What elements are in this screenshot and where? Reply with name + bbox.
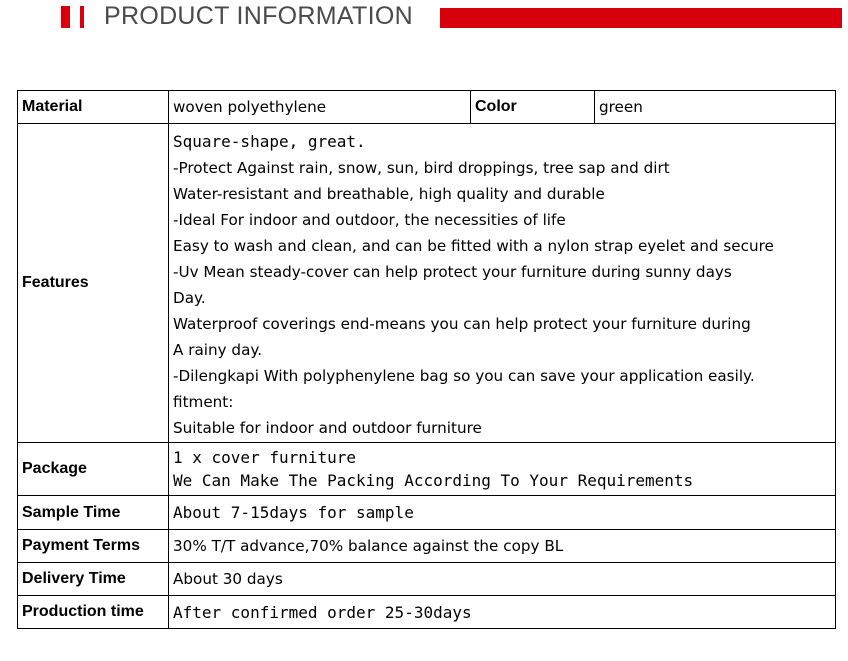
table-row-payment-terms bbox=[18, 530, 836, 563]
package-label: Package bbox=[18, 443, 169, 496]
package-line: We Can Make The Packing According To Your Requirements bbox=[173, 471, 694, 490]
feature-line: A rainy day. bbox=[173, 341, 263, 359]
material-value: woven polyethylene bbox=[169, 91, 471, 124]
product-info-table bbox=[17, 90, 836, 629]
payment-terms-value: 30% T/T advance,70% balance against the copy BL bbox=[169, 530, 836, 563]
production-time-label: Production time bbox=[18, 596, 169, 629]
features-label: Features bbox=[18, 124, 169, 443]
feature-line: -Ideal For indoor and outdoor, the necessities of life bbox=[173, 211, 566, 229]
table-row-package bbox=[18, 443, 836, 496]
feature-line: Square-shape, great. bbox=[173, 132, 366, 151]
feature-line: Water-resistant and breathable, high quality and durable bbox=[173, 185, 605, 203]
color-value: green bbox=[595, 91, 836, 124]
package-value bbox=[169, 443, 836, 496]
feature-line: fitment: bbox=[173, 393, 234, 411]
feature-line: -Protect Against rain, snow, sun, bird droppings, tree sap and dirt bbox=[173, 159, 670, 177]
table-row-production-time bbox=[18, 596, 836, 629]
delivery-time-label: Delivery Time bbox=[18, 563, 169, 596]
sample-time-label: Sample Time bbox=[18, 496, 169, 530]
table-row-sample-time bbox=[18, 496, 836, 530]
package-line: 1 x cover furniture bbox=[173, 448, 357, 467]
feature-line: -Dilengkapi With polyphenylene bag so you can save your application easily. bbox=[173, 367, 755, 385]
table-row-delivery-time bbox=[18, 563, 836, 596]
feature-line: Day. bbox=[173, 289, 206, 307]
table-row-material bbox=[18, 91, 836, 124]
feature-line: -Uv Mean steady-cover can help protect your furniture during sunny days bbox=[173, 263, 732, 281]
table-row-features bbox=[18, 124, 836, 443]
features-value bbox=[169, 124, 836, 443]
header-rule-bar bbox=[440, 8, 842, 28]
delivery-time-value: About 30 days bbox=[169, 563, 836, 596]
feature-line: Suitable for indoor and outdoor furniture bbox=[173, 419, 482, 437]
section-header bbox=[0, 0, 848, 40]
color-label: Color bbox=[471, 91, 595, 124]
section-title: PRODUCT INFORMATION bbox=[104, 2, 413, 30]
header-accent-divider bbox=[80, 6, 84, 28]
sample-time-value: About 7-15days for sample bbox=[169, 496, 836, 530]
production-time-value: After confirmed order 25-30days bbox=[169, 596, 836, 629]
feature-line: Waterproof coverings end-means you can help protect your furniture during bbox=[173, 315, 751, 333]
header-accent-bar bbox=[61, 6, 70, 28]
payment-terms-label: Payment Terms bbox=[18, 530, 169, 563]
material-label: Material bbox=[18, 91, 169, 124]
feature-line: Easy to wash and clean, and can be fitted with a nylon strap eyelet and secure bbox=[173, 237, 774, 255]
